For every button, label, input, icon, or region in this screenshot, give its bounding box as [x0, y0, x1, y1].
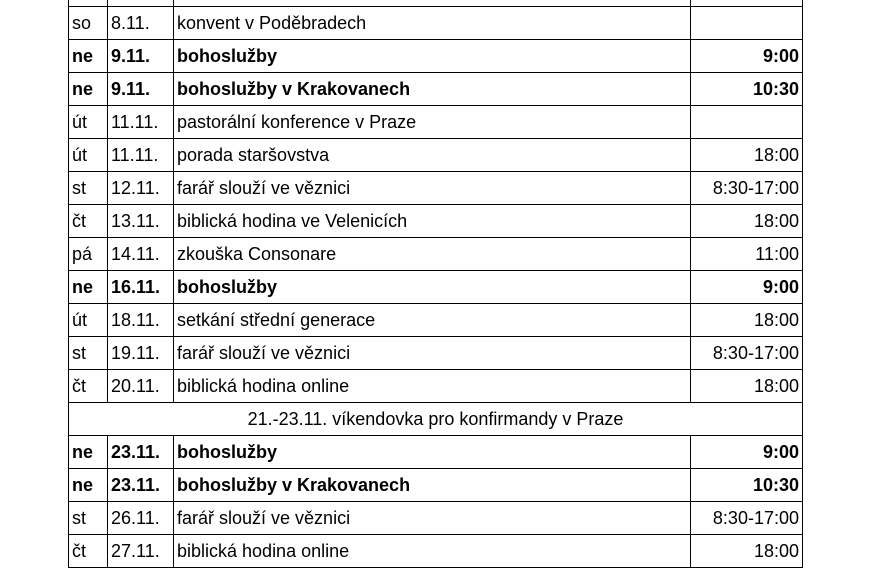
- day-cell: st: [69, 337, 108, 370]
- day-cell: ne: [69, 73, 108, 106]
- time-cell: 8:30-17:00: [691, 172, 803, 205]
- time-cell: 18:00: [691, 370, 803, 403]
- merged-event-cell: 21.-23.11. víkendovka pro konfirmandy v Praze: [69, 403, 803, 436]
- event-cell: bohoslužby v Krakovanech: [174, 73, 691, 106]
- date-cell: 9.11.: [108, 73, 174, 106]
- table-row: [69, 469, 803, 502]
- date-cell: 20.11.: [108, 370, 174, 403]
- event-cell: farář slouží ve věznici: [174, 337, 691, 370]
- table-row: [69, 40, 803, 73]
- table-row: [69, 535, 803, 568]
- date-cell: 13.11.: [108, 205, 174, 238]
- time-cell: 11:00: [691, 238, 803, 271]
- table-row: [69, 238, 803, 271]
- table-row: [69, 139, 803, 172]
- time-cell: [691, 106, 803, 139]
- date-cell: 23.11.: [108, 469, 174, 502]
- schedule-table: [68, 0, 803, 568]
- event-cell: biblická hodina online: [174, 370, 691, 403]
- event-cell: porada staršovstva: [174, 139, 691, 172]
- event-cell: bohoslužby v Krakovanech: [174, 469, 691, 502]
- table-row: [69, 205, 803, 238]
- time-cell: 9:00: [691, 271, 803, 304]
- date-cell: 12.11.: [108, 172, 174, 205]
- date-cell: 8.11.: [108, 7, 174, 40]
- time-cell: 18:00: [691, 205, 803, 238]
- day-cell: so: [69, 7, 108, 40]
- day-cell: ne: [69, 271, 108, 304]
- time-cell: 10:30: [691, 469, 803, 502]
- time-cell: 18:00: [691, 535, 803, 568]
- day-cell: út: [69, 304, 108, 337]
- time-cell: 18:00: [691, 304, 803, 337]
- date-cell: 16.11.: [108, 271, 174, 304]
- table-row: [69, 436, 803, 469]
- event-cell: bohoslužby: [174, 271, 691, 304]
- event-cell: setkání střední generace: [174, 304, 691, 337]
- day-cell: ne: [69, 436, 108, 469]
- event-cell: biblická hodina ve Velenicích: [174, 205, 691, 238]
- table-row: [69, 403, 803, 436]
- time-cell: 8:30-17:00: [691, 502, 803, 535]
- date-cell: 11.11.: [108, 106, 174, 139]
- day-cell: ne: [69, 469, 108, 502]
- table-row: [69, 271, 803, 304]
- date-cell: 9.11.: [108, 40, 174, 73]
- day-cell: st: [69, 502, 108, 535]
- day-cell: st: [69, 172, 108, 205]
- time-cell: 9:00: [691, 40, 803, 73]
- event-cell: farář slouží ve věznici: [174, 172, 691, 205]
- event-cell: konvent v Poděbradech: [174, 7, 691, 40]
- table-row: [69, 172, 803, 205]
- event-cell: zkouška Consonare: [174, 238, 691, 271]
- table-row: [69, 304, 803, 337]
- date-cell: 26.11.: [108, 502, 174, 535]
- time-cell: 9:00: [691, 436, 803, 469]
- time-cell: [691, 7, 803, 40]
- time-cell: 10:30: [691, 73, 803, 106]
- date-cell: 11.11.: [108, 139, 174, 172]
- table-row: [69, 7, 803, 40]
- table-row: [69, 106, 803, 139]
- date-cell: 18.11.: [108, 304, 174, 337]
- day-cell: pá: [69, 238, 108, 271]
- event-cell: bohoslužby: [174, 40, 691, 73]
- date-cell: 14.11.: [108, 238, 174, 271]
- day-cell: čt: [69, 205, 108, 238]
- table-row: [69, 502, 803, 535]
- time-cell: 18:00: [691, 139, 803, 172]
- table-row: [69, 73, 803, 106]
- day-cell: út: [69, 139, 108, 172]
- event-cell: biblická hodina online: [174, 535, 691, 568]
- date-cell: 27.11.: [108, 535, 174, 568]
- day-cell: ne: [69, 40, 108, 73]
- time-cell: 8:30-17:00: [691, 337, 803, 370]
- table-row: [69, 370, 803, 403]
- date-cell: 23.11.: [108, 436, 174, 469]
- event-cell: bohoslužby: [174, 436, 691, 469]
- date-cell: 19.11.: [108, 337, 174, 370]
- event-cell: pastorální konference v Praze: [174, 106, 691, 139]
- day-cell: út: [69, 106, 108, 139]
- table-row: [69, 337, 803, 370]
- day-cell: čt: [69, 370, 108, 403]
- event-cell: farář slouží ve věznici: [174, 502, 691, 535]
- day-cell: čt: [69, 535, 108, 568]
